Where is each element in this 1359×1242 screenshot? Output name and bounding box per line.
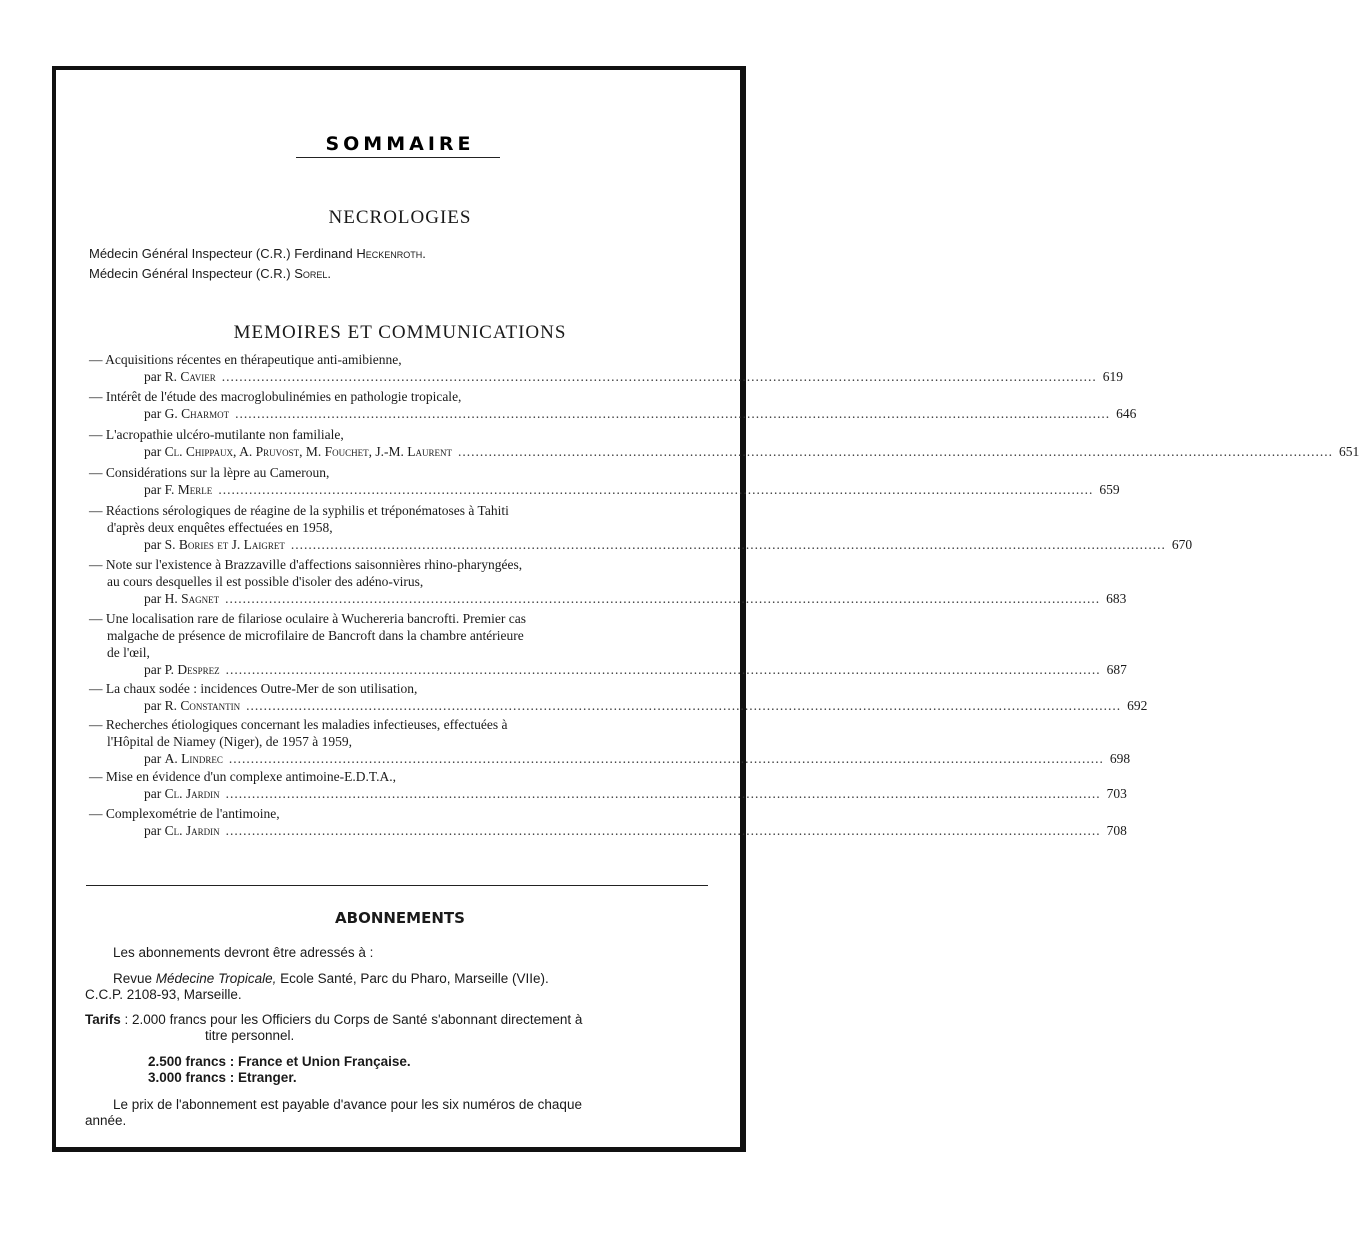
toc-entry-title: d'après deux enquêtes effectuées en 1958, bbox=[107, 520, 333, 535]
toc-entry-author: par H. Sagnet bbox=[144, 591, 220, 606]
leader-dots: ........................................................................................................................................................................................................ bbox=[225, 591, 1101, 606]
toc-entry-author: par R. Cavier bbox=[144, 369, 216, 384]
toc-entry bbox=[89, 388, 1137, 422]
toc-entry-page: 619 bbox=[1102, 369, 1123, 384]
abonnements-tarifs: Tarifs : 2.000 francs pour les Officiers du Corps de Santé s'abonnant directement à bbox=[85, 1012, 583, 1027]
leader-dots: ........................................................................................................................................................................................................ bbox=[457, 444, 1333, 459]
section-divider bbox=[86, 885, 708, 886]
abonnements-note: Le prix de l'abonnement est payable d'avance pour les six numéros de chaque bbox=[113, 1097, 582, 1112]
toc-entry bbox=[89, 716, 1131, 767]
leader-dots: ........................................................................................................................................................................................................ bbox=[225, 823, 1101, 838]
toc-entry-author: par Cl. Chippaux, A. Pruvost, M. Fouchet, J.-M. Laurent bbox=[144, 444, 452, 459]
leader-dots: ........................................................................................................................................................................................................ bbox=[225, 662, 1101, 677]
toc-entry-page: 703 bbox=[1106, 786, 1127, 801]
toc-entry-page: 670 bbox=[1171, 537, 1193, 552]
necrology-item: Médecin Général Inspecteur (C.R.) Ferdinand Heckenroth. bbox=[89, 246, 426, 261]
toc-entry-page: 651 bbox=[1338, 444, 1359, 459]
toc-entry-title: malgache de présence de microfilaire de Bancroft dans la chambre antérieure bbox=[107, 628, 524, 643]
toc-entry-title: de l'œil, bbox=[107, 645, 150, 660]
toc-entry-page: 708 bbox=[1106, 823, 1127, 838]
toc-entry-title: — L'acropathie ulcéro-mutilante non familiale, bbox=[89, 427, 344, 442]
toc-entry bbox=[89, 680, 1148, 714]
leader-dots: ........................................................................................................................................................................................................ bbox=[228, 751, 1104, 766]
necrologies-heading: NECROLOGIES bbox=[328, 207, 472, 228]
abonnements-heading: ABONNEMENTS bbox=[335, 909, 465, 927]
toc-entry-author-line bbox=[89, 661, 1127, 678]
necrology-item: Médecin Général Inspecteur (C.R.) Sorel. bbox=[89, 266, 331, 281]
abonnements-tarifs-cont: titre personnel. bbox=[205, 1028, 295, 1043]
toc-entry-author: par R. Constantin bbox=[144, 698, 241, 713]
toc-entry-title: l'Hôpital de Niamey (Niger), de 1957 à 1959, bbox=[107, 734, 352, 749]
toc-entry-title: — Acquisitions récentes en thérapeutique anti-amibienne, bbox=[89, 352, 402, 367]
leader-dots: ........................................................................................................................................................................................................ bbox=[218, 482, 1094, 497]
toc-entry-author-line bbox=[89, 750, 1131, 767]
toc-entry-page: 692 bbox=[1127, 698, 1148, 713]
toc-entry-author: par Cl. Jardin bbox=[144, 823, 220, 838]
toc-entry-page: 687 bbox=[1106, 662, 1127, 677]
toc-entry bbox=[89, 464, 1120, 498]
toc-entry bbox=[89, 805, 1127, 839]
toc-entry bbox=[89, 556, 1127, 607]
toc-entry-author-line bbox=[89, 405, 1137, 422]
abonnements-intro: Les abonnements devront être adressés à : bbox=[113, 945, 374, 960]
toc-entry-title: au cours desquelles il est possible d'isoler des adéno-virus, bbox=[107, 574, 424, 589]
toc-entry bbox=[89, 351, 1123, 385]
toc-entry-author: par G. Charmot bbox=[144, 406, 230, 421]
toc-entry-author-line bbox=[89, 481, 1120, 498]
price-etranger: 3.000 francs : Etranger. bbox=[148, 1070, 297, 1085]
toc-entry-title: — Recherches étiologiques concernant les maladies infectieuses, effectuées à bbox=[89, 717, 508, 732]
toc-entry-author: par F. Merle bbox=[144, 482, 213, 497]
memoires-heading: MEMOIRES ET COMMUNICATIONS bbox=[233, 322, 567, 343]
leader-dots: ........................................................................................................................................................................................................ bbox=[246, 698, 1122, 713]
title-underline bbox=[296, 157, 500, 158]
toc-entry-page: 659 bbox=[1099, 482, 1120, 497]
toc-entry-page: 646 bbox=[1116, 406, 1137, 421]
toc-entry-author: par A. Lindrec bbox=[144, 751, 223, 766]
toc-entry-title: — Complexométrie de l'antimoine, bbox=[89, 806, 280, 821]
toc-entry-page: 683 bbox=[1106, 591, 1127, 606]
toc-entry bbox=[89, 426, 1359, 460]
toc-entry-title: — Une localisation rare de filariose oculaire à Wuchereria bancrofti. Premier cas bbox=[89, 611, 527, 626]
toc-entry-title: — Note sur l'existence à Brazzaville d'affections saisonnières rhino-pharyngées, bbox=[89, 557, 523, 572]
toc-entry-title: — Intérêt de l'étude des macroglobulinémies en pathologie tropicale, bbox=[89, 389, 462, 404]
toc-entry-title: — La chaux sodée : incidences Outre-Mer de son utilisation, bbox=[89, 681, 418, 696]
leader-dots: ........................................................................................................................................................................................................ bbox=[290, 537, 1166, 552]
abonnements-note-cont: année. bbox=[85, 1113, 127, 1128]
price-france: 2.500 francs : France et Union Française. bbox=[148, 1054, 411, 1069]
toc-entry-author-line bbox=[89, 822, 1127, 839]
toc-entry-author: par S. Bories et J. Laigret bbox=[144, 537, 285, 552]
toc-entry-author-line bbox=[89, 536, 1193, 553]
toc-entry bbox=[89, 768, 1127, 802]
toc-entry-title: — Mise en évidence d'un complexe antimoine-E.D.T.A., bbox=[89, 769, 396, 784]
toc-entry-author-line bbox=[89, 697, 1148, 714]
toc-entry-title: — Considérations sur la lèpre au Cameroun, bbox=[89, 465, 330, 480]
toc-entry bbox=[89, 502, 1193, 553]
toc-entry-page: 698 bbox=[1109, 751, 1131, 766]
leader-dots: ........................................................................................................................................................................................................ bbox=[225, 786, 1101, 801]
toc-entry-author: par Cl. Jardin bbox=[144, 786, 220, 801]
toc-entry bbox=[89, 610, 1127, 678]
abonnements-address: Revue Médecine Tropicale, Ecole Santé, Parc du Pharo, Marseille (VIIe). bbox=[113, 971, 549, 986]
abonnements-ccp: C.C.P. 2108-93, Marseille. bbox=[85, 987, 242, 1002]
toc-entry-author-line bbox=[89, 443, 1359, 460]
page-title: SOMMAIRE bbox=[325, 133, 475, 155]
leader-dots: ........................................................................................................................................................................................................ bbox=[235, 406, 1111, 421]
leader-dots: ........................................................................................................................................................................................................ bbox=[221, 369, 1097, 384]
toc-entry-author-line bbox=[89, 785, 1127, 802]
toc-entry-author-line bbox=[89, 590, 1127, 607]
toc-entry-title: — Réactions sérologiques de réagine de la syphilis et tréponématoses à Tahiti bbox=[89, 503, 509, 518]
toc-entry-author: par P. Desprez bbox=[144, 662, 220, 677]
toc-entry-author-line bbox=[89, 368, 1123, 385]
